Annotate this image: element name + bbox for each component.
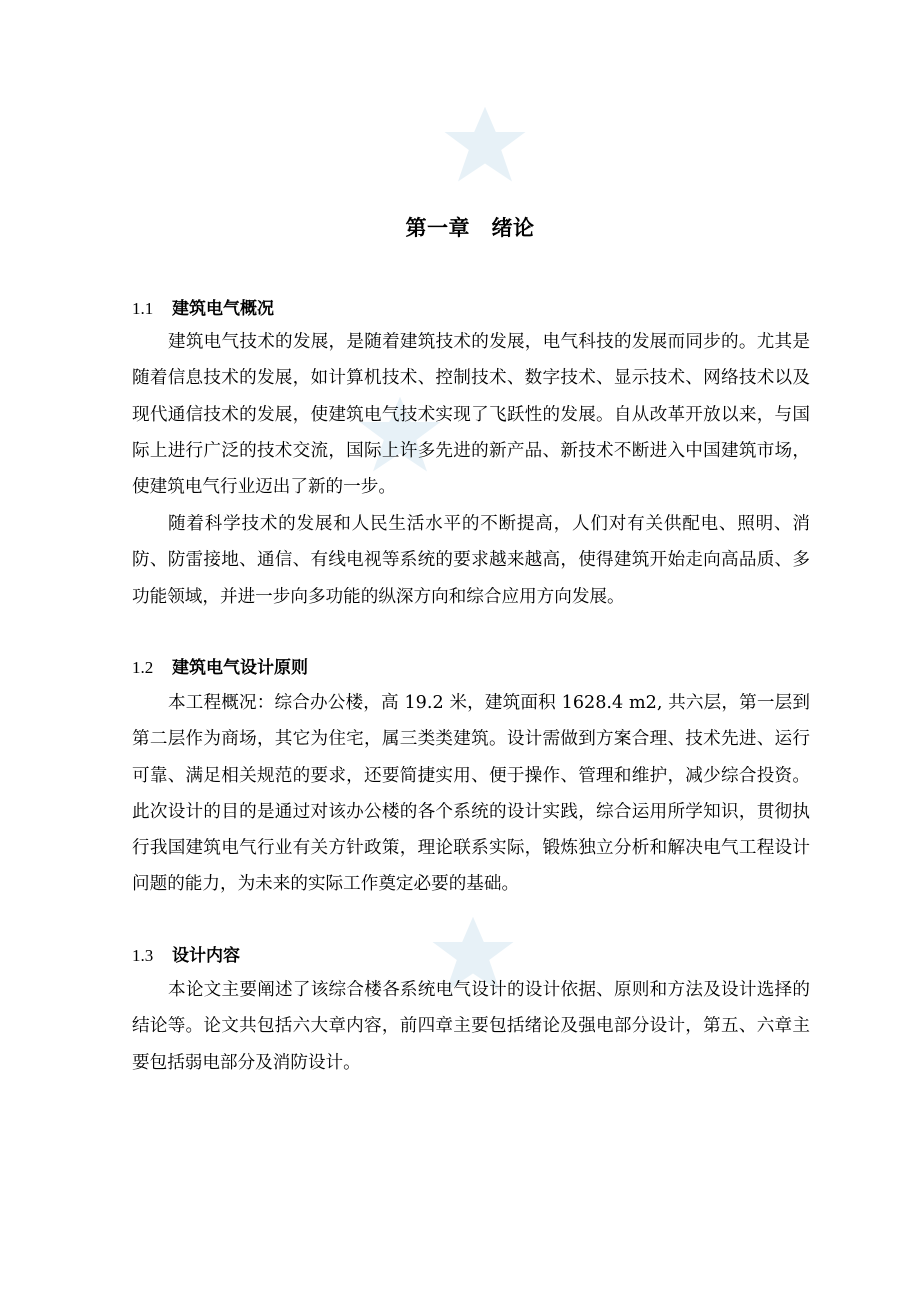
section-title: 建筑电气设计原则 xyxy=(172,658,308,678)
section-title: 建筑电气概况 xyxy=(172,299,274,319)
section-number: 1.3 xyxy=(132,946,154,965)
paragraph: 随着科学技术的发展和人民生活水平的不断提高，人们对有关供配电、照明、消防、防雷接地、通信、有线电视等系统的要求越来越高，使得建筑开始走向高品质、多功能领域，并进一步向多功能的纵深方向和综合应用方向发展。 xyxy=(132,514,810,607)
chapter-title: 第一章 绪论 xyxy=(405,216,535,240)
section-number: 1.2 xyxy=(132,658,154,677)
section-heading-1-3 xyxy=(132,943,240,969)
watermark-icon xyxy=(440,105,530,195)
paragraph: 本工程概况：综合办公楼，高 19.2 米，建筑面积 1628.4 m2, 共六层，第一层到第二层作为商场，其它为住宅，属三类类建筑。设计需做到方案合理、技术先进、运行可靠、满足相关规范的要求，还要简捷实用、便于操作、管理和维护，减少综合投资。此次设计的目的是通过对该办公楼的各个系统的设计实践，综合运用所学知识，贯彻执行我国建筑电气行业有关方针政策，理论联系实际，锻炼独立分析和解决电气工程设计问题的能力，为未来的实际工作奠定必要的基础。 xyxy=(132,693,810,895)
section-number: 1.1 xyxy=(132,299,154,318)
paragraph: 本论文主要阐述了该综合楼各系统电气设计的设计依据、原则和方法及设计选择的结论等。论文共包括六大章内容，前四章主要包括绪论及强电部分设计，第五、六章主要包括弱电部分及消防设计。 xyxy=(132,980,810,1073)
paragraph: 建筑电气技术的发展，是随着建筑技术的发展，电气科技的发展而同步的。尤其是随着信息技术的发展，如计算机技术、控制技术、数字技术、显示技术、网络技术以及现代通信技术的发展，使建筑电气技术实现了飞跃性的发展。自从改革开放以来，与国际上进行广泛的技术交流，国际上许多先进的新产品、新技术不断进入中国建筑市场，使建筑电气行业迈出了新的一步。 xyxy=(132,332,810,498)
section-title: 设计内容 xyxy=(172,946,240,966)
section-heading-1-2 xyxy=(132,655,308,681)
section-heading-1-1 xyxy=(132,296,274,322)
